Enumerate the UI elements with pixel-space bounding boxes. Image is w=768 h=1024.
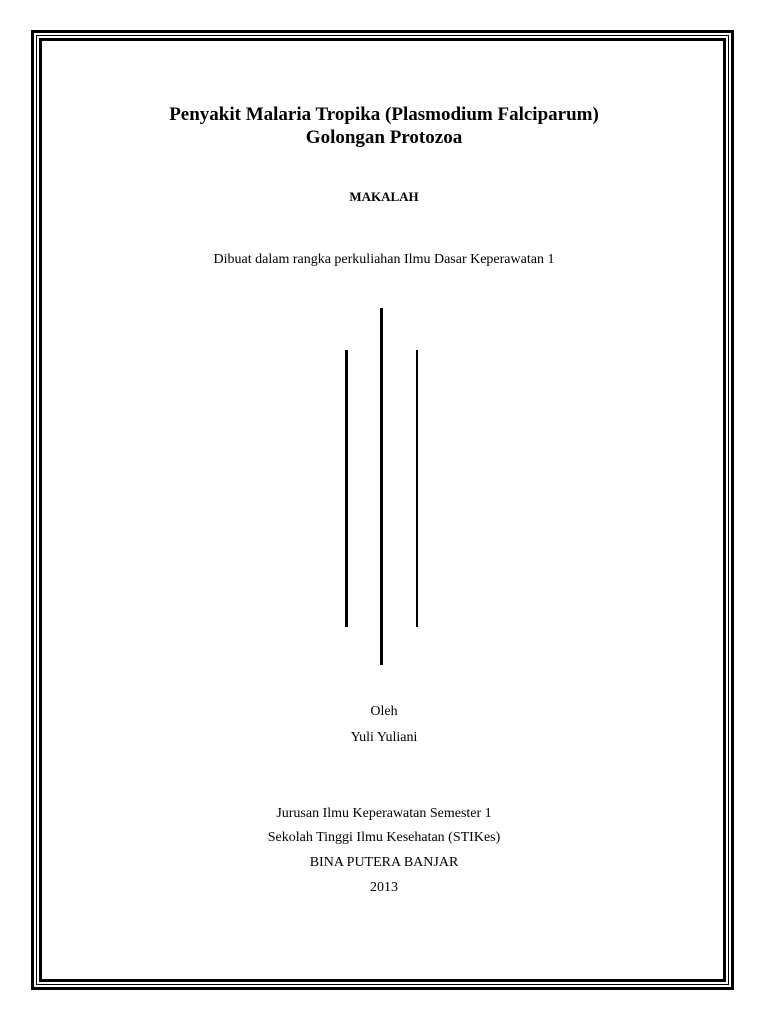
decorative-bar-center bbox=[380, 308, 383, 665]
author-name: Yuli Yuliani bbox=[350, 730, 418, 745]
school-text: Sekolah Tinggi Ilmu Kesehatan (STIKes) bbox=[267, 830, 501, 845]
decorative-bar-left bbox=[345, 350, 348, 627]
title-line-2: Golongan Protozoa bbox=[305, 127, 463, 148]
document-type: MAKALAH bbox=[349, 189, 419, 204]
purpose-text: Dibuat dalam rangka perkuliahan Ilmu Dasar Keperawatan 1 bbox=[213, 252, 555, 267]
institution-text: BINA PUTERA BANJAR bbox=[309, 855, 459, 870]
title-line-1: Penyakit Malaria Tropika (Plasmodium Falciparum) bbox=[169, 104, 599, 125]
department-text: Jurusan Ilmu Keperawatan Semester 1 bbox=[276, 806, 492, 821]
decorative-bar-right bbox=[416, 350, 418, 627]
year-text: 2013 bbox=[370, 880, 398, 895]
by-label: Oleh bbox=[370, 704, 398, 719]
